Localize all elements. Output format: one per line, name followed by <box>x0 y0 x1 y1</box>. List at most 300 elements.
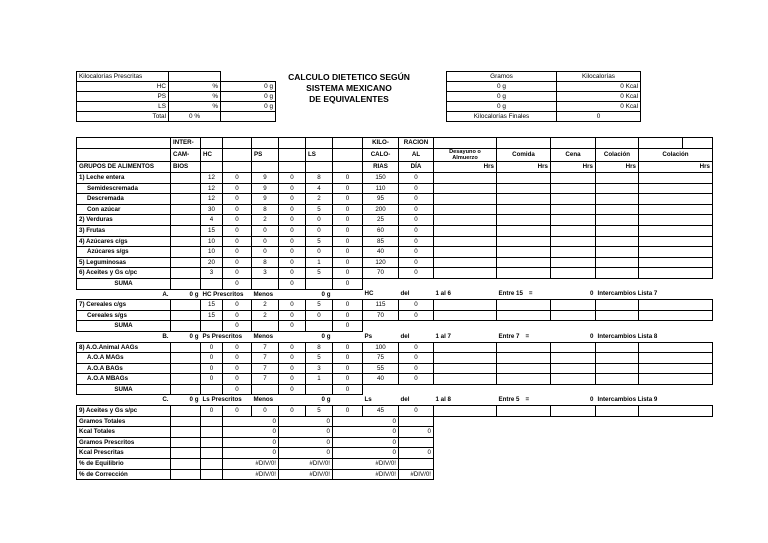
value-cell: 0 <box>279 374 306 385</box>
meal-input[interactable] <box>434 257 497 268</box>
totals-kcal: 0 <box>399 427 434 438</box>
meal-input[interactable] <box>551 353 596 364</box>
meal-input[interactable] <box>639 225 713 236</box>
table-cell <box>551 138 596 149</box>
meal-input[interactable] <box>497 183 551 194</box>
table-row <box>77 162 713 173</box>
meal-input[interactable] <box>639 342 713 353</box>
table-cell <box>252 162 279 173</box>
value-cell: 0 <box>279 310 306 321</box>
entre-text: Entre 7 <box>498 332 520 340</box>
page-title <box>276 72 422 105</box>
meal-input[interactable] <box>497 342 551 353</box>
meal-input[interactable] <box>596 257 639 268</box>
meal-input[interactable] <box>596 406 639 417</box>
summary-kcal-2: 0 Kcal <box>557 92 641 102</box>
meal-input[interactable] <box>639 257 713 268</box>
table-cell <box>171 278 201 289</box>
intercambios-input[interactable] <box>171 374 201 385</box>
totals-ls: 0 <box>333 416 399 427</box>
ls-pct[interactable]: % <box>169 102 221 112</box>
value-cell: 0 <box>201 353 223 364</box>
table-row <box>77 353 713 364</box>
meal-input[interactable] <box>434 183 497 194</box>
intercambios-input[interactable] <box>171 183 201 194</box>
meal-input[interactable] <box>497 236 551 247</box>
meal-input[interactable] <box>639 363 713 374</box>
meal-input[interactable] <box>434 374 497 385</box>
meal-input[interactable] <box>551 183 596 194</box>
table-cell <box>201 459 223 470</box>
prescribed-grams: 0 g <box>189 332 199 340</box>
intercambios-input[interactable] <box>171 342 201 353</box>
table-cell <box>596 278 639 289</box>
meal-input[interactable] <box>639 374 713 385</box>
value-cell: 3 <box>201 268 223 279</box>
value-cell: 115 <box>363 300 399 311</box>
suma-ps: 0 <box>279 321 306 332</box>
menos-label: Menos <box>253 290 274 298</box>
meal-input[interactable] <box>551 300 596 311</box>
intercambios-input[interactable] <box>171 204 201 215</box>
value-cell: 0 <box>306 215 333 226</box>
value-cell: 0 <box>333 173 363 184</box>
totals-ps: 0 <box>279 416 333 427</box>
food-group-name: Azúcares s/gs <box>77 247 171 258</box>
table-cell <box>683 321 713 332</box>
value-cell: 0 <box>399 173 434 184</box>
totals-hc: #DIV/0! <box>223 469 279 480</box>
meal-input[interactable] <box>497 374 551 385</box>
meal-input[interactable] <box>434 353 497 364</box>
hc-pct[interactable]: % <box>169 82 221 92</box>
table-cell <box>223 138 252 149</box>
meal-input[interactable] <box>596 204 639 215</box>
value-cell: 0 <box>279 353 306 364</box>
value-cell: 0 <box>399 204 434 215</box>
intercambios-input[interactable] <box>171 225 201 236</box>
meal-input[interactable] <box>434 268 497 279</box>
intercambios-input[interactable] <box>171 194 201 205</box>
header-grupos: GRUPOS DE ALIMENTOS <box>77 162 171 173</box>
suma-ls: 0 <box>333 278 363 289</box>
meal-input[interactable] <box>551 194 596 205</box>
value-cell: 0 <box>223 194 252 205</box>
value-cell: 0 <box>223 257 252 268</box>
value-cell: 0 <box>201 374 223 385</box>
meal-input[interactable] <box>551 236 596 247</box>
table-cell <box>171 321 201 332</box>
table-cell <box>399 384 434 395</box>
meal-input[interactable] <box>434 406 497 417</box>
meal-input[interactable] <box>497 363 551 374</box>
table-cell <box>683 427 713 438</box>
meal-input[interactable] <box>434 204 497 215</box>
meal-input[interactable] <box>551 374 596 385</box>
table-cell <box>639 437 683 448</box>
totals-kcal <box>399 459 434 470</box>
intercambios-input[interactable] <box>171 257 201 268</box>
meal-input[interactable] <box>551 342 596 353</box>
meal-input[interactable] <box>497 225 551 236</box>
meal-input[interactable] <box>639 236 713 247</box>
table-cell <box>434 321 497 332</box>
table-cell <box>171 416 201 427</box>
suma-label: SUMA <box>77 321 171 332</box>
header-intercambios: INTER- <box>171 138 201 149</box>
value-cell: 70 <box>363 268 399 279</box>
table-cell <box>596 416 639 427</box>
value-cell: 0 <box>333 247 363 258</box>
totals-ls: #DIV/0! <box>333 459 399 470</box>
meal-input[interactable] <box>639 204 713 215</box>
totals-ps: #DIV/0! <box>279 469 333 480</box>
meal-input[interactable] <box>596 353 639 364</box>
meal-input[interactable] <box>497 247 551 258</box>
totals-kcal <box>399 437 434 448</box>
meal-input[interactable] <box>551 204 596 215</box>
table-cell <box>201 448 223 459</box>
table-cell <box>363 321 399 332</box>
table-cell <box>497 448 551 459</box>
meal-input[interactable] <box>497 268 551 279</box>
range-label: 1 al 7 <box>435 332 451 340</box>
table-cell: RIAS <box>363 162 399 173</box>
value-cell: 9 <box>252 194 279 205</box>
total-value: 0 % <box>169 112 221 122</box>
meal-input[interactable] <box>639 173 713 184</box>
value-cell: 0 <box>333 268 363 279</box>
meal-input[interactable] <box>497 215 551 226</box>
table-row <box>77 278 713 289</box>
value-cell: 0 <box>223 310 252 321</box>
value-cell: 120 <box>363 257 399 268</box>
value-cell: 0 <box>333 183 363 194</box>
table-cell <box>683 278 713 289</box>
table-cell <box>171 459 201 470</box>
table-cell <box>551 384 596 395</box>
table-cell <box>201 416 223 427</box>
value-cell: 100 <box>363 342 399 353</box>
meal-input[interactable] <box>596 342 639 353</box>
equals-sign: = <box>525 332 530 340</box>
value-cell: 0 <box>223 215 252 226</box>
table-cell <box>434 427 497 438</box>
value-cell: 0 <box>201 363 223 374</box>
meal-input[interactable] <box>497 257 551 268</box>
value-cell: 0 <box>399 225 434 236</box>
totals-label: Kcal Prescritas <box>77 448 171 459</box>
meal-input[interactable] <box>596 194 639 205</box>
intercambios-lista: Intercambios Lista 7 <box>597 290 658 298</box>
meal-input[interactable] <box>497 204 551 215</box>
kcal-prescribed-label: Kilocalorías Prescritas <box>77 72 169 82</box>
table-row <box>77 342 713 353</box>
meal-input[interactable] <box>639 247 713 258</box>
table-cell <box>306 321 333 332</box>
table-cell <box>306 278 333 289</box>
meal-input[interactable] <box>434 310 497 321</box>
meal-input[interactable] <box>551 310 596 321</box>
kcal-prescribed-input[interactable] <box>169 72 221 82</box>
intercambios-input[interactable] <box>171 173 201 184</box>
food-group-name: A.O.A MBAGs <box>77 374 171 385</box>
value-cell: 5 <box>306 300 333 311</box>
meal-input[interactable] <box>497 353 551 364</box>
nutrient-label: Ls <box>364 396 372 404</box>
prescribed-grams: 0 g <box>189 396 199 404</box>
title-line-3: DE EQUIVALENTES <box>309 94 389 104</box>
ps-grams: 0 g <box>221 92 276 102</box>
meal-input[interactable] <box>639 268 713 279</box>
table-cell <box>551 448 596 459</box>
table-cell <box>551 427 596 438</box>
food-group-name: A.O.A BAGs <box>77 363 171 374</box>
table-cell <box>333 149 363 162</box>
meal-input[interactable] <box>596 300 639 311</box>
meal-input[interactable] <box>497 173 551 184</box>
suma-label: SUMA <box>77 278 171 289</box>
intercambios-input[interactable] <box>171 268 201 279</box>
value-cell: 0 <box>223 342 252 353</box>
table-cell <box>252 278 279 289</box>
hc-grams: 0 g <box>221 82 276 92</box>
meal-input[interactable] <box>596 247 639 258</box>
table-row <box>77 469 713 480</box>
table-row <box>77 194 713 205</box>
meal-input[interactable] <box>639 215 713 226</box>
table-cell <box>551 469 596 480</box>
value-cell: 4 <box>306 183 333 194</box>
entre-value: 0 <box>590 332 594 340</box>
blank-cell <box>221 112 276 122</box>
table-cell <box>683 384 713 395</box>
section-letter: B. <box>162 332 169 340</box>
equals-sign: = <box>528 290 533 298</box>
meal-input[interactable] <box>596 225 639 236</box>
intercambios-input[interactable] <box>171 215 201 226</box>
intercambios-input[interactable] <box>171 353 201 364</box>
meal-input[interactable] <box>551 173 596 184</box>
value-cell: 0 <box>279 236 306 247</box>
meal-input[interactable] <box>639 310 713 321</box>
suma-ps: 0 <box>279 384 306 395</box>
table-cell <box>171 384 201 395</box>
header-hrs: Hrs <box>434 162 497 173</box>
value-cell: 3 <box>252 268 279 279</box>
meal-input[interactable] <box>596 363 639 374</box>
totals-ls: 0 <box>333 437 399 448</box>
entre-text: Entre 15 <box>498 290 523 298</box>
value-cell: 7 <box>252 342 279 353</box>
meal-input[interactable] <box>497 300 551 311</box>
value-cell: 0 <box>333 353 363 364</box>
header-kilocalorias: KILO- <box>363 138 399 149</box>
table-cell <box>497 459 551 470</box>
value-cell: 0 <box>279 183 306 194</box>
meal-input[interactable] <box>596 268 639 279</box>
food-group-name: Cereales s/gs <box>77 310 171 321</box>
meal-input[interactable] <box>434 300 497 311</box>
meal-input[interactable] <box>596 310 639 321</box>
intercambios-input[interactable] <box>171 236 201 247</box>
table-row <box>77 138 713 149</box>
totals-label: % de Corrección <box>77 469 171 480</box>
meal-input[interactable] <box>639 300 713 311</box>
meal-input[interactable] <box>434 236 497 247</box>
value-cell: 0 <box>333 342 363 353</box>
menos-label: Menos <box>253 332 274 340</box>
intercambios-input[interactable] <box>171 310 201 321</box>
value-cell: 0 <box>399 406 434 417</box>
meal-input[interactable] <box>551 225 596 236</box>
menos-label: Menos <box>253 396 274 404</box>
value-cell: 0 <box>279 300 306 311</box>
table-cell <box>252 321 279 332</box>
value-cell: 0 <box>333 406 363 417</box>
value-cell: 0 <box>223 173 252 184</box>
grams-header: Gramos <box>447 72 557 82</box>
table-row <box>77 406 713 417</box>
meal-input[interactable] <box>551 363 596 374</box>
entre-label <box>497 289 551 300</box>
summary-grams-2: 0 g <box>447 92 557 102</box>
value-cell: 5 <box>306 268 333 279</box>
table-cell <box>497 278 551 289</box>
table-row <box>77 363 713 374</box>
value-cell: 0 <box>279 406 306 417</box>
table-row <box>77 236 713 247</box>
meal-input[interactable] <box>596 374 639 385</box>
value-cell: 8 <box>252 257 279 268</box>
table-row <box>77 257 713 268</box>
table-cell <box>201 162 223 173</box>
section-letter: A. <box>162 290 169 298</box>
table-cell <box>551 278 596 289</box>
table-cell <box>201 138 223 149</box>
header-ls: LS <box>306 149 333 162</box>
intercambios-input[interactable] <box>171 363 201 374</box>
meal-input[interactable] <box>434 194 497 205</box>
table-cell <box>551 459 596 470</box>
meal-input[interactable] <box>434 173 497 184</box>
table-cell: DÍA <box>399 162 434 173</box>
totals-ps: 0 <box>279 437 333 448</box>
header-ps: PS <box>252 149 279 162</box>
value-cell: 0 <box>223 374 252 385</box>
header-blank <box>77 138 171 149</box>
meal-input[interactable] <box>596 236 639 247</box>
meal-input[interactable] <box>434 225 497 236</box>
meal-input[interactable] <box>639 353 713 364</box>
meal-input[interactable] <box>551 215 596 226</box>
value-cell: 0 <box>252 406 279 417</box>
value-cell: 0 <box>399 247 434 258</box>
value-cell: 9 <box>252 173 279 184</box>
meal-input[interactable] <box>551 257 596 268</box>
value-cell: 10 <box>201 236 223 247</box>
table-row <box>77 374 713 385</box>
meal-input[interactable] <box>434 247 497 258</box>
intercambios-lista: Intercambios Lista 8 <box>597 332 658 340</box>
table-row <box>77 215 713 226</box>
value-cell: 8 <box>306 173 333 184</box>
meal-input[interactable] <box>434 215 497 226</box>
table-cell <box>279 162 306 173</box>
meal-input[interactable] <box>497 406 551 417</box>
table-row <box>77 437 713 448</box>
suma-ps: 0 <box>279 278 306 289</box>
value-cell: 0 <box>399 310 434 321</box>
nutrient-label: HC <box>364 290 374 298</box>
value-cell: 8 <box>306 342 333 353</box>
value-cell: 12 <box>201 173 223 184</box>
table-cell <box>596 138 639 149</box>
meal-input[interactable] <box>497 194 551 205</box>
totals-label: % de Equilibrio <box>77 459 171 470</box>
intercambios-input[interactable] <box>171 247 201 258</box>
table-cell <box>497 469 551 480</box>
table-cell: AL <box>399 149 434 162</box>
intercambios-input[interactable] <box>171 300 201 311</box>
meal-input[interactable] <box>497 310 551 321</box>
meal-input[interactable] <box>551 268 596 279</box>
totals-hc: 0 <box>223 427 279 438</box>
value-cell: 0 <box>223 300 252 311</box>
final-kcal-label: Kilocalorías Finales <box>447 112 557 122</box>
value-cell: 0 <box>399 353 434 364</box>
meal-input[interactable] <box>596 173 639 184</box>
del-label: del <box>400 332 410 340</box>
meal-input[interactable] <box>434 363 497 374</box>
meal-input[interactable] <box>639 406 713 417</box>
totals-ls: 0 <box>333 427 399 438</box>
value-cell: 20 <box>201 257 223 268</box>
ps-pct[interactable]: % <box>169 92 221 102</box>
meal-input[interactable] <box>434 342 497 353</box>
meal-input[interactable] <box>639 183 713 194</box>
food-group-name: 9) Aceites y Gs s/pc <box>77 406 171 417</box>
value-cell: 60 <box>363 225 399 236</box>
table-cell <box>333 289 363 300</box>
range-label: 1 al 8 <box>435 396 451 404</box>
final-kcal-value: 0 <box>557 112 641 122</box>
totals-hc: #DIV/0! <box>223 459 279 470</box>
table-row <box>77 173 713 184</box>
intercambios-input[interactable] <box>171 406 201 417</box>
food-group-name: A.O.A MAGs <box>77 353 171 364</box>
meal-input[interactable] <box>639 194 713 205</box>
table-cell <box>201 437 223 448</box>
meal-input[interactable] <box>551 406 596 417</box>
entre-text: Entre 5 <box>498 396 520 404</box>
meal-input[interactable] <box>596 215 639 226</box>
value-cell: 0 <box>223 268 252 279</box>
header-hrs: Hrs <box>596 162 639 173</box>
range-label: 1 al 6 <box>435 290 451 298</box>
meal-input[interactable] <box>551 247 596 258</box>
food-group-name: 3) Frutas <box>77 225 171 236</box>
value-cell: 55 <box>363 363 399 374</box>
value-cell: 1 <box>306 374 333 385</box>
table-cell <box>363 384 399 395</box>
value-cell: 85 <box>363 236 399 247</box>
value-cell: 45 <box>363 406 399 417</box>
table-cell <box>279 331 306 342</box>
value-cell: 7 <box>252 363 279 374</box>
table-cell <box>639 321 683 332</box>
meal-input[interactable] <box>596 183 639 194</box>
